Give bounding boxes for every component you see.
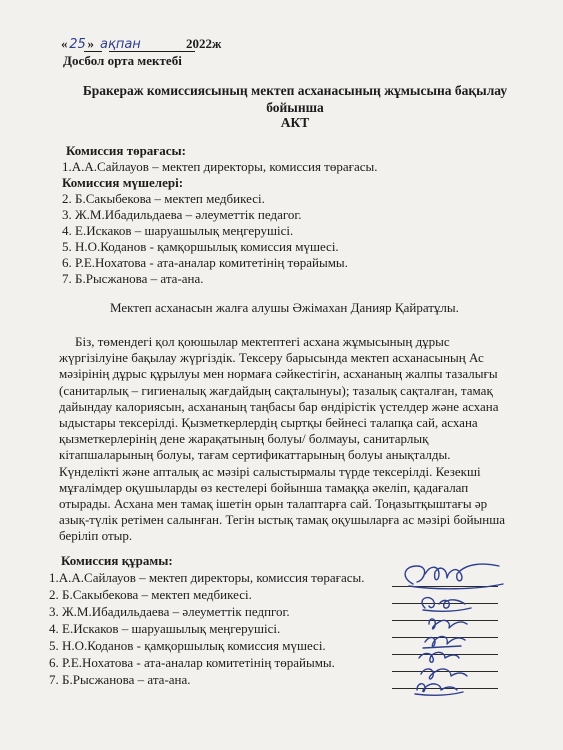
renter-line: Мектеп асханасын жалға алушы Әжімахан Данияр Қайратұлы. <box>110 300 459 315</box>
body-line: жүргізілуіне бақылау жүргіздік. Тексеру барысында мектеп асханасының Ас <box>59 350 484 366</box>
body-paragraph <box>59 334 533 545</box>
month-underline <box>109 51 195 52</box>
composition-line: 4. Е.Искаков – шаруашылық меңгерушісі. <box>49 621 281 636</box>
body-line: Біз, төмендегі қол қоюшылар мектептегі асхана жұмысының дұрыс <box>75 334 450 349</box>
body-line: мұғалімдер оқушыларды өз кестелері бойынша тамаққа әкеліп, қадағалап <box>59 479 469 495</box>
date-line <box>61 36 221 52</box>
composition-line: 3. Ж.М.Ибадильдаева – әлеуметтік педпгог. <box>49 604 290 619</box>
doc-title-line1: Бракераж комиссиясының мектеп асханасының жұмысына бақылау <box>82 83 508 98</box>
member-line: 7. Б.Рысжанова – ата-ана. <box>62 271 204 286</box>
school-name: Досбол орта мектебі <box>63 53 182 68</box>
member-line: 4. Е.Искаков – шаруашылық меңгерушісі. <box>62 223 294 238</box>
chair-line: 1.А.А.Сайлауов – мектеп директоры, комиссия төрағасы. <box>62 159 378 174</box>
composition-line: 1.А.А.Сайлауов – мектеп директоры, комиссия төрағасы. <box>49 570 365 585</box>
composition-line: 6. Р.Е.Нохатова - ата-аналар комитетінің төрайымы. <box>49 655 335 670</box>
doc-title-act: АКТ <box>280 115 310 130</box>
date-close-quote: » <box>87 36 94 51</box>
body-line: Күнделікті және апталық ас мәзірі салыстырмалы түрде тексерілді. Кезекші <box>59 463 481 479</box>
members-heading: Комиссия мүшелері: <box>62 175 184 190</box>
body-line: беріліп отыр. <box>59 528 133 544</box>
date-year: 2022ж <box>186 36 222 51</box>
composition-line: 7. Б.Рысжанова – ата-ана. <box>49 672 191 687</box>
body-line: азық-түлік ретімен салынған. Тегін ыстық тамақ оқушыларға ас мәзірі бойынша <box>59 512 505 528</box>
body-line: дайындау калориясын, асхананың таңбасы бар өндірістік үстелдер және асхана <box>59 398 499 414</box>
doc-title-line2: бойынша <box>266 100 324 115</box>
composition-heading: Комиссия құрамы: <box>61 553 173 568</box>
member-line: 2. Б.Сакыбекова – мектеп медбикесі. <box>62 191 265 206</box>
chair-heading: Комиссия төрағасы: <box>66 143 186 158</box>
body-line: мәзірінің дұрыс құрылуы мен нормаға сәйкестігін, асхананың жалпы тазалығы <box>59 366 498 382</box>
member-line: 5. Н.О.Коданов - қамқоршылық комиссия мүшесі. <box>62 239 339 254</box>
signatures-graphic <box>395 560 515 700</box>
body-line: (санитарлық – гигиеналық жағдайдың сақталынуы); тазалық сақталған, тамақ <box>59 382 493 398</box>
date-month: ақпан <box>100 37 141 52</box>
date-open-quote: « <box>61 36 68 51</box>
composition-line: 2. Б.Сакыбекова – мектеп медбикесі. <box>49 587 252 602</box>
body-line: ыдыстары тексерілді. Қызметкерлердің сыртқы бейнесі талапқа сай, асхана <box>59 415 478 431</box>
member-line: 6. Р.Е.Нохатова - ата-аналар комитетінің төрайымы. <box>62 255 348 270</box>
date-day: 25 <box>69 37 86 52</box>
body-line: кітапшаларының болуы, тағам сертификаттарының болуы анықталды. <box>59 447 451 463</box>
body-line: қызметкерлерінің дене жарақатының болуы/ болмауы, санитарлық <box>59 431 429 447</box>
day-underline <box>84 51 102 52</box>
composition-line: 5. Н.О.Коданов - қамқоршылық комиссия мүшесі. <box>49 638 326 653</box>
body-line: отырады. Асхана мен тамақ ішетін орын талаптарға сай. Тоңазытқыштағы әр <box>59 496 488 512</box>
member-line: 3. Ж.М.Ибадильдаева – әлеуметтік педагог. <box>62 207 302 222</box>
